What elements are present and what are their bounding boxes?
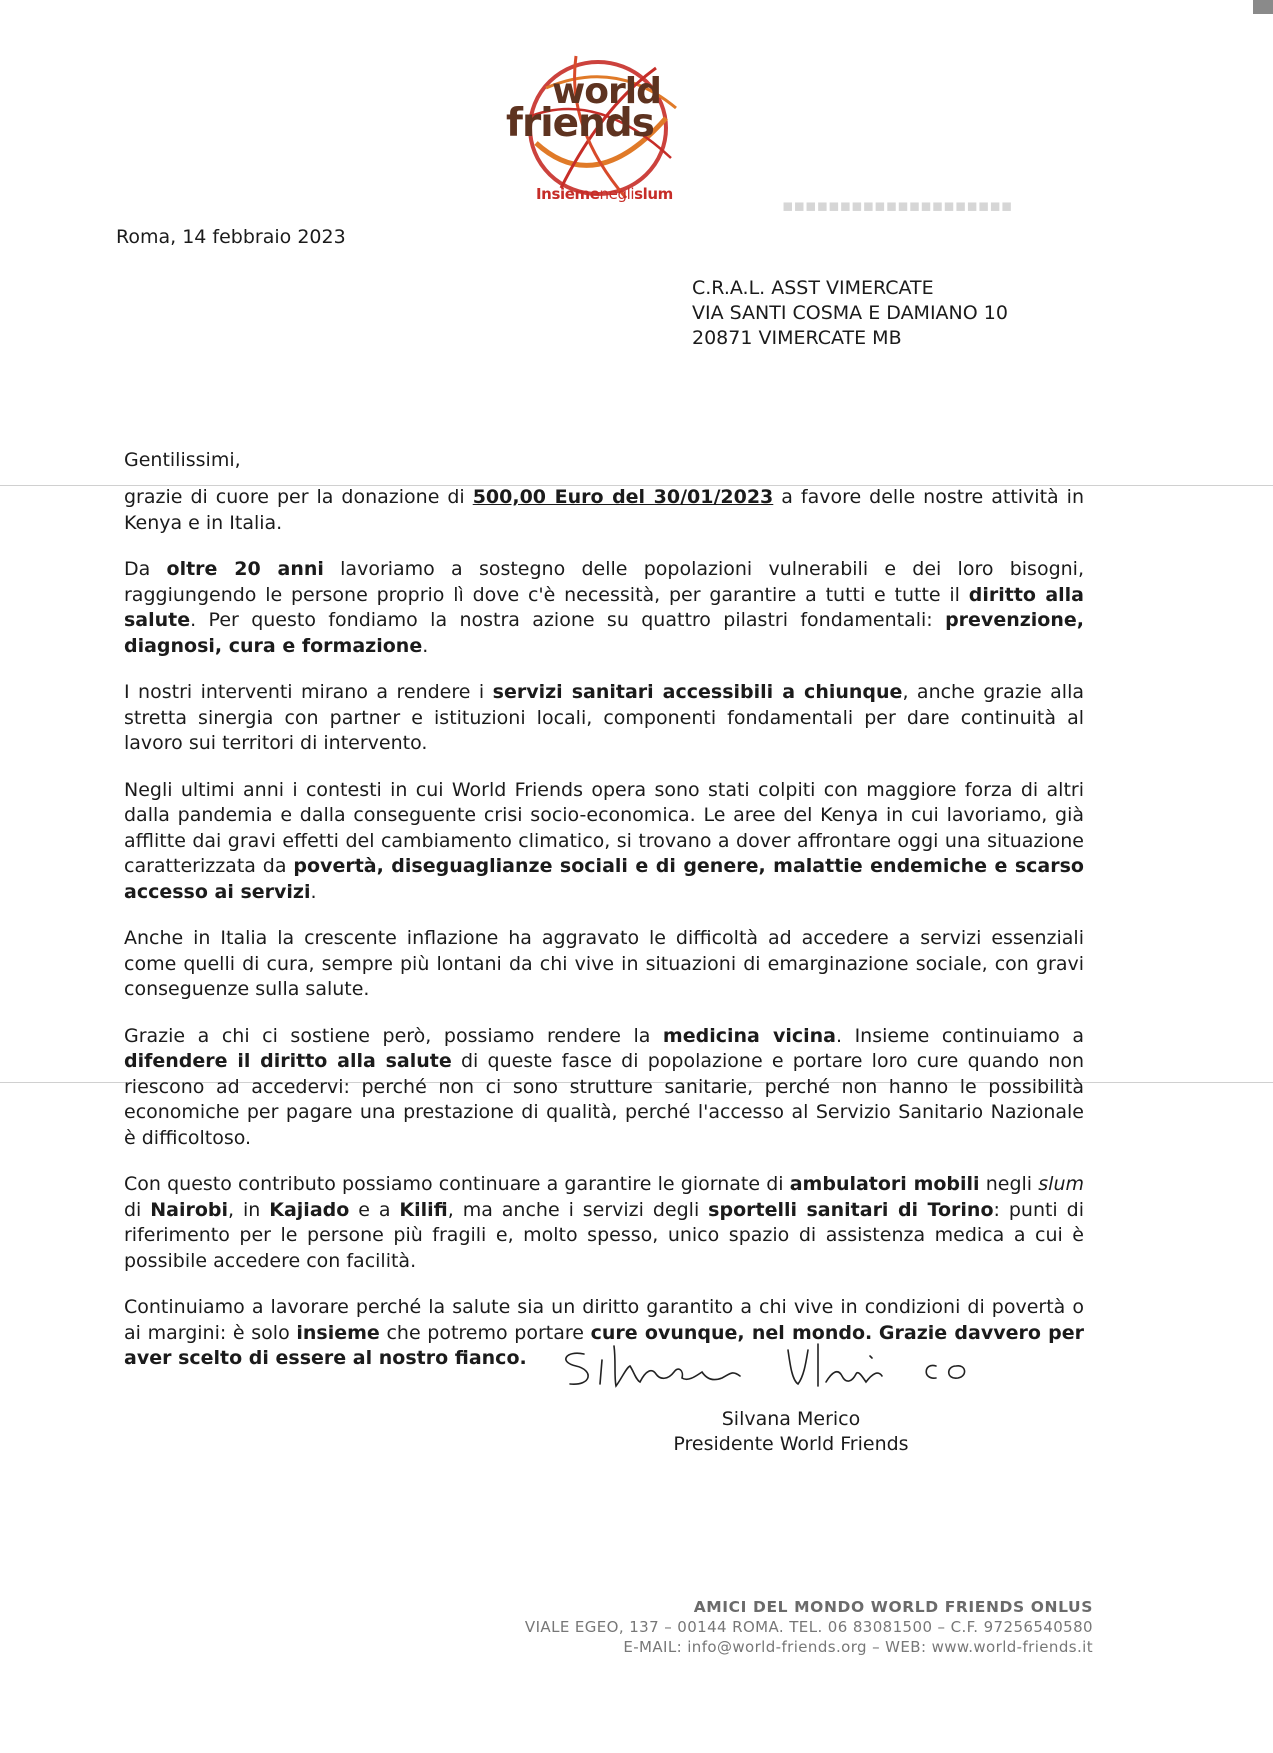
letter-date: Roma, 14 febbraio 2023 xyxy=(116,226,346,248)
footer-contacts: E-MAIL: info@world-friends.org – WEB: www.world-friends.it xyxy=(623,1638,1093,1656)
paragraph-closing: Continuiamo a lavorare perché la salute sia un diritto garantito a chi vive in condizioni di povertà o ai margini: è solo insieme che potremo portare cure ovunque, nel mondo. Grazie davvero per aver scelto di essere al nostro fianco. xyxy=(124,1296,1084,1369)
paragraph-mission: Da oltre 20 anni lavoriamo a sostegno delle popolazioni vulnerabili e dei loro bisogni, raggiungendo le persone proprio lì dove c'è necessità, per garantire a tutti e tutte il diritto alla salute. Per questo fondiamo la nostra azione su quattro pilastri fondamentali: prevenzione, diagnosi, cura e formazione. xyxy=(124,558,1084,657)
footer-organization: AMICI DEL MONDO WORLD FRIENDS ONLUS xyxy=(693,1598,1093,1616)
paragraph-thanks: grazie di cuore per la donazione di 500,00 Euro del 30/01/2023 a favore delle nostre attività in Kenya e in Italia. xyxy=(124,486,1084,534)
paragraph-support: Grazie a chi ci sostiene però, possiamo rendere la medicina vicina. Insieme continuiamo a difendere il diritto alla salute di queste fasce di popolazione e portare loro cure quando non riescono ad accedervi: perché non ci sono strutture sanitarie, perché non hanno le possibilità economiche per pagare una prestazione di qualità, perché l'accesso al Servizio Sanitario Nazionale è difficoltoso. xyxy=(124,1024,1084,1149)
recipient-line: C.R.A.L. ASST VIMERCATE xyxy=(692,277,934,299)
logo-word-friends: friends xyxy=(506,101,654,146)
signer-name: Silvana Merico xyxy=(721,1408,861,1430)
handwritten-signature xyxy=(556,1336,1016,1404)
letter-body xyxy=(124,485,1084,1393)
scan-edge-mark xyxy=(1253,0,1273,14)
world-friends-logo xyxy=(506,48,686,208)
salutation: Gentilissimi, xyxy=(124,449,241,471)
donation-amount: 500,00 Euro del 30/01/2023 xyxy=(472,486,774,508)
logo-word-world: world xyxy=(552,71,661,112)
signer-title: Presidente World Friends xyxy=(673,1433,909,1455)
paragraph-interventions: I nostri interventi mirano a rendere i servizi sanitari accessibili a chiunque, anche grazie alla stretta sinergia con partner e istituzioni locali, componenti fondamentali per dare continuità al lavoro sui territori di intervento. xyxy=(124,681,1084,754)
recipient-line: VIA SANTI COSMA E DAMIANO 10 xyxy=(692,302,1008,324)
paragraph-contribution: Con questo contributo possiamo continuare a garantire le giornate di ambulatori mobili negli slum di Nairobi, in Kajiado e a Kilifi, ma anche i servizi degli sportelli sanitari di Torino: punti di riferimento per le persone più fragili e, molto spesso, unico spazio di assistenza medica a cui è possibile accedere con facilità. xyxy=(124,1173,1084,1272)
logo-tagline: Insiemeneglislum xyxy=(536,185,673,203)
paragraph-italy-context: Anche in Italia la crescente inflazione ha aggravato le difficoltà ad accedere a servizi essenziali come quelli di cura, sempre più lontani da chi vive in situazioni di emarginazione sociale, con gravi conseguenze sulla salute. xyxy=(124,927,1084,1000)
recipient-address xyxy=(692,276,1008,351)
letter-footer xyxy=(525,1597,1093,1657)
footer-address: VIALE EGEO, 137 – 00144 ROMA. TEL. 06 83081500 – C.F. 97256540580 xyxy=(524,1618,1093,1636)
recipient-line: 20871 VIMERCATE MB xyxy=(692,327,902,349)
signer-block xyxy=(660,1407,922,1457)
paragraph-kenya-context: Negli ultimi anni i contesti in cui World Friends opera sono stati colpiti con maggiore forza di altri dalla pandemia e dalla conseguente crisi socio-economica. Le aree del Kenya in cui lavoriamo, già afflitte dai gravi effetti del cambiamento climatico, si trovano a dover affrontare oggi una situazione caratterizzata da povertà, diseguaglianze sociali e di genere, malattie endemiche e scarso accesso ai servizi. xyxy=(124,778,1084,903)
